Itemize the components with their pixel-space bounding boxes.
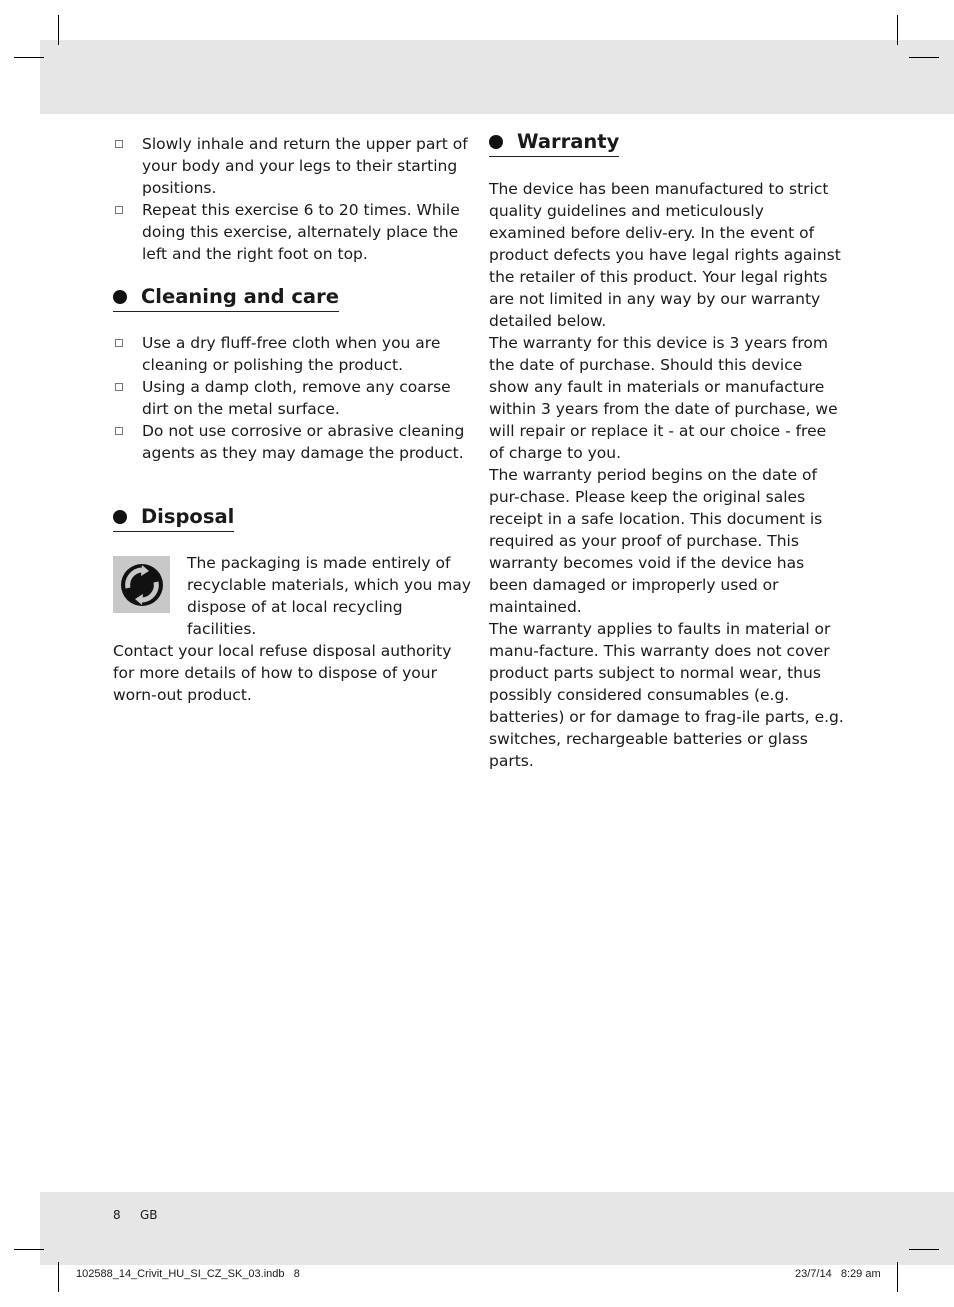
footer-band — [40, 1192, 954, 1265]
checkbox-bullet-icon — [115, 383, 123, 391]
crop-mark — [14, 57, 44, 58]
list-item: Slowly inhale and return the upper part of your body and your legs to their starting positions. — [113, 133, 468, 199]
crop-mark — [58, 15, 59, 45]
list-item: Do not use corrosive or abrasive cleaning agents as they may damage the product. — [113, 420, 468, 464]
page-number: 8 — [113, 1208, 121, 1222]
header-band — [40, 40, 954, 114]
warranty-heading-wrap — [489, 129, 844, 157]
packaging-block — [113, 552, 472, 638]
packaging-text: The packaging is made entirely of recyclable materials, which you may dispose of at local recycling facilities. — [187, 554, 472, 638]
crop-mark — [58, 1262, 59, 1292]
cleaning-list — [113, 332, 468, 464]
warranty-paragraph: The warranty for this device is 3 years from the date of purchase. Should this device show any fault in materials or manufacture within 3 years from the date of purchase, we will repair or replace it - at our choice - free of charge to you. — [489, 334, 838, 462]
crop-mark — [897, 15, 898, 45]
warranty-heading: Warranty — [489, 129, 619, 157]
heading-bullet-icon — [113, 510, 127, 524]
warranty-paragraph: The device has been manufactured to strict quality guidelines and meticulously examined before deliv-ery. In the event of product defects you have legal rights against the retailer of this product. Your legal rights are not limited in any way by our warranty detailed below. — [489, 180, 841, 330]
cleaning-heading-wrap — [113, 284, 468, 312]
warranty-paragraph: The warranty period begins on the date of pur-chase. Please keep the original sales receipt in a safe location. This document is required as your proof of purchase. This warranty becomes void if the device has been damaged or improperly used or maintained. — [489, 466, 823, 616]
heading-bullet-icon — [113, 290, 127, 304]
timestamp: 23/7/14 8:29 am — [795, 1268, 881, 1280]
crop-mark — [14, 1249, 44, 1250]
cleaning-heading: Cleaning and care — [113, 284, 339, 312]
recycling-green-dot-icon — [113, 556, 170, 613]
exercise-steps-list — [113, 133, 468, 265]
disposal-heading: Disposal — [113, 504, 234, 532]
list-item: Use a dry fluff-free cloth when you are cleaning or polishing the product. — [113, 332, 468, 376]
warranty-paragraph: The warranty applies to faults in material or manu-facture. This warranty does not cover product parts subject to normal wear, thus possibly considered consumables (e.g. batteries) or for damage to frag-ile parts, e.g. switches, rechargeable batteries or glass parts. — [489, 620, 844, 770]
heading-bullet-icon — [489, 135, 503, 149]
contact-text: Contact your local refuse disposal authority for more details of how to dispose of your worn-out product. — [113, 642, 452, 704]
checkbox-bullet-icon — [115, 339, 123, 347]
checkbox-bullet-icon — [115, 427, 123, 435]
crop-mark — [909, 1249, 939, 1250]
disposal-heading-wrap — [113, 504, 468, 532]
list-item: Repeat this exercise 6 to 20 times. While doing this exercise, alternately place the left and the right foot on top. — [113, 199, 468, 265]
list-item: Using a damp cloth, remove any coarse dirt on the metal surface. — [113, 376, 468, 420]
checkbox-bullet-icon — [115, 206, 123, 214]
language-code: GB — [140, 1208, 158, 1222]
crop-mark — [909, 57, 939, 58]
file-name: 102588_14_Crivit_HU_SI_CZ_SK_03.indb 8 — [76, 1268, 300, 1280]
checkbox-bullet-icon — [115, 140, 123, 148]
crop-mark — [897, 1262, 898, 1292]
